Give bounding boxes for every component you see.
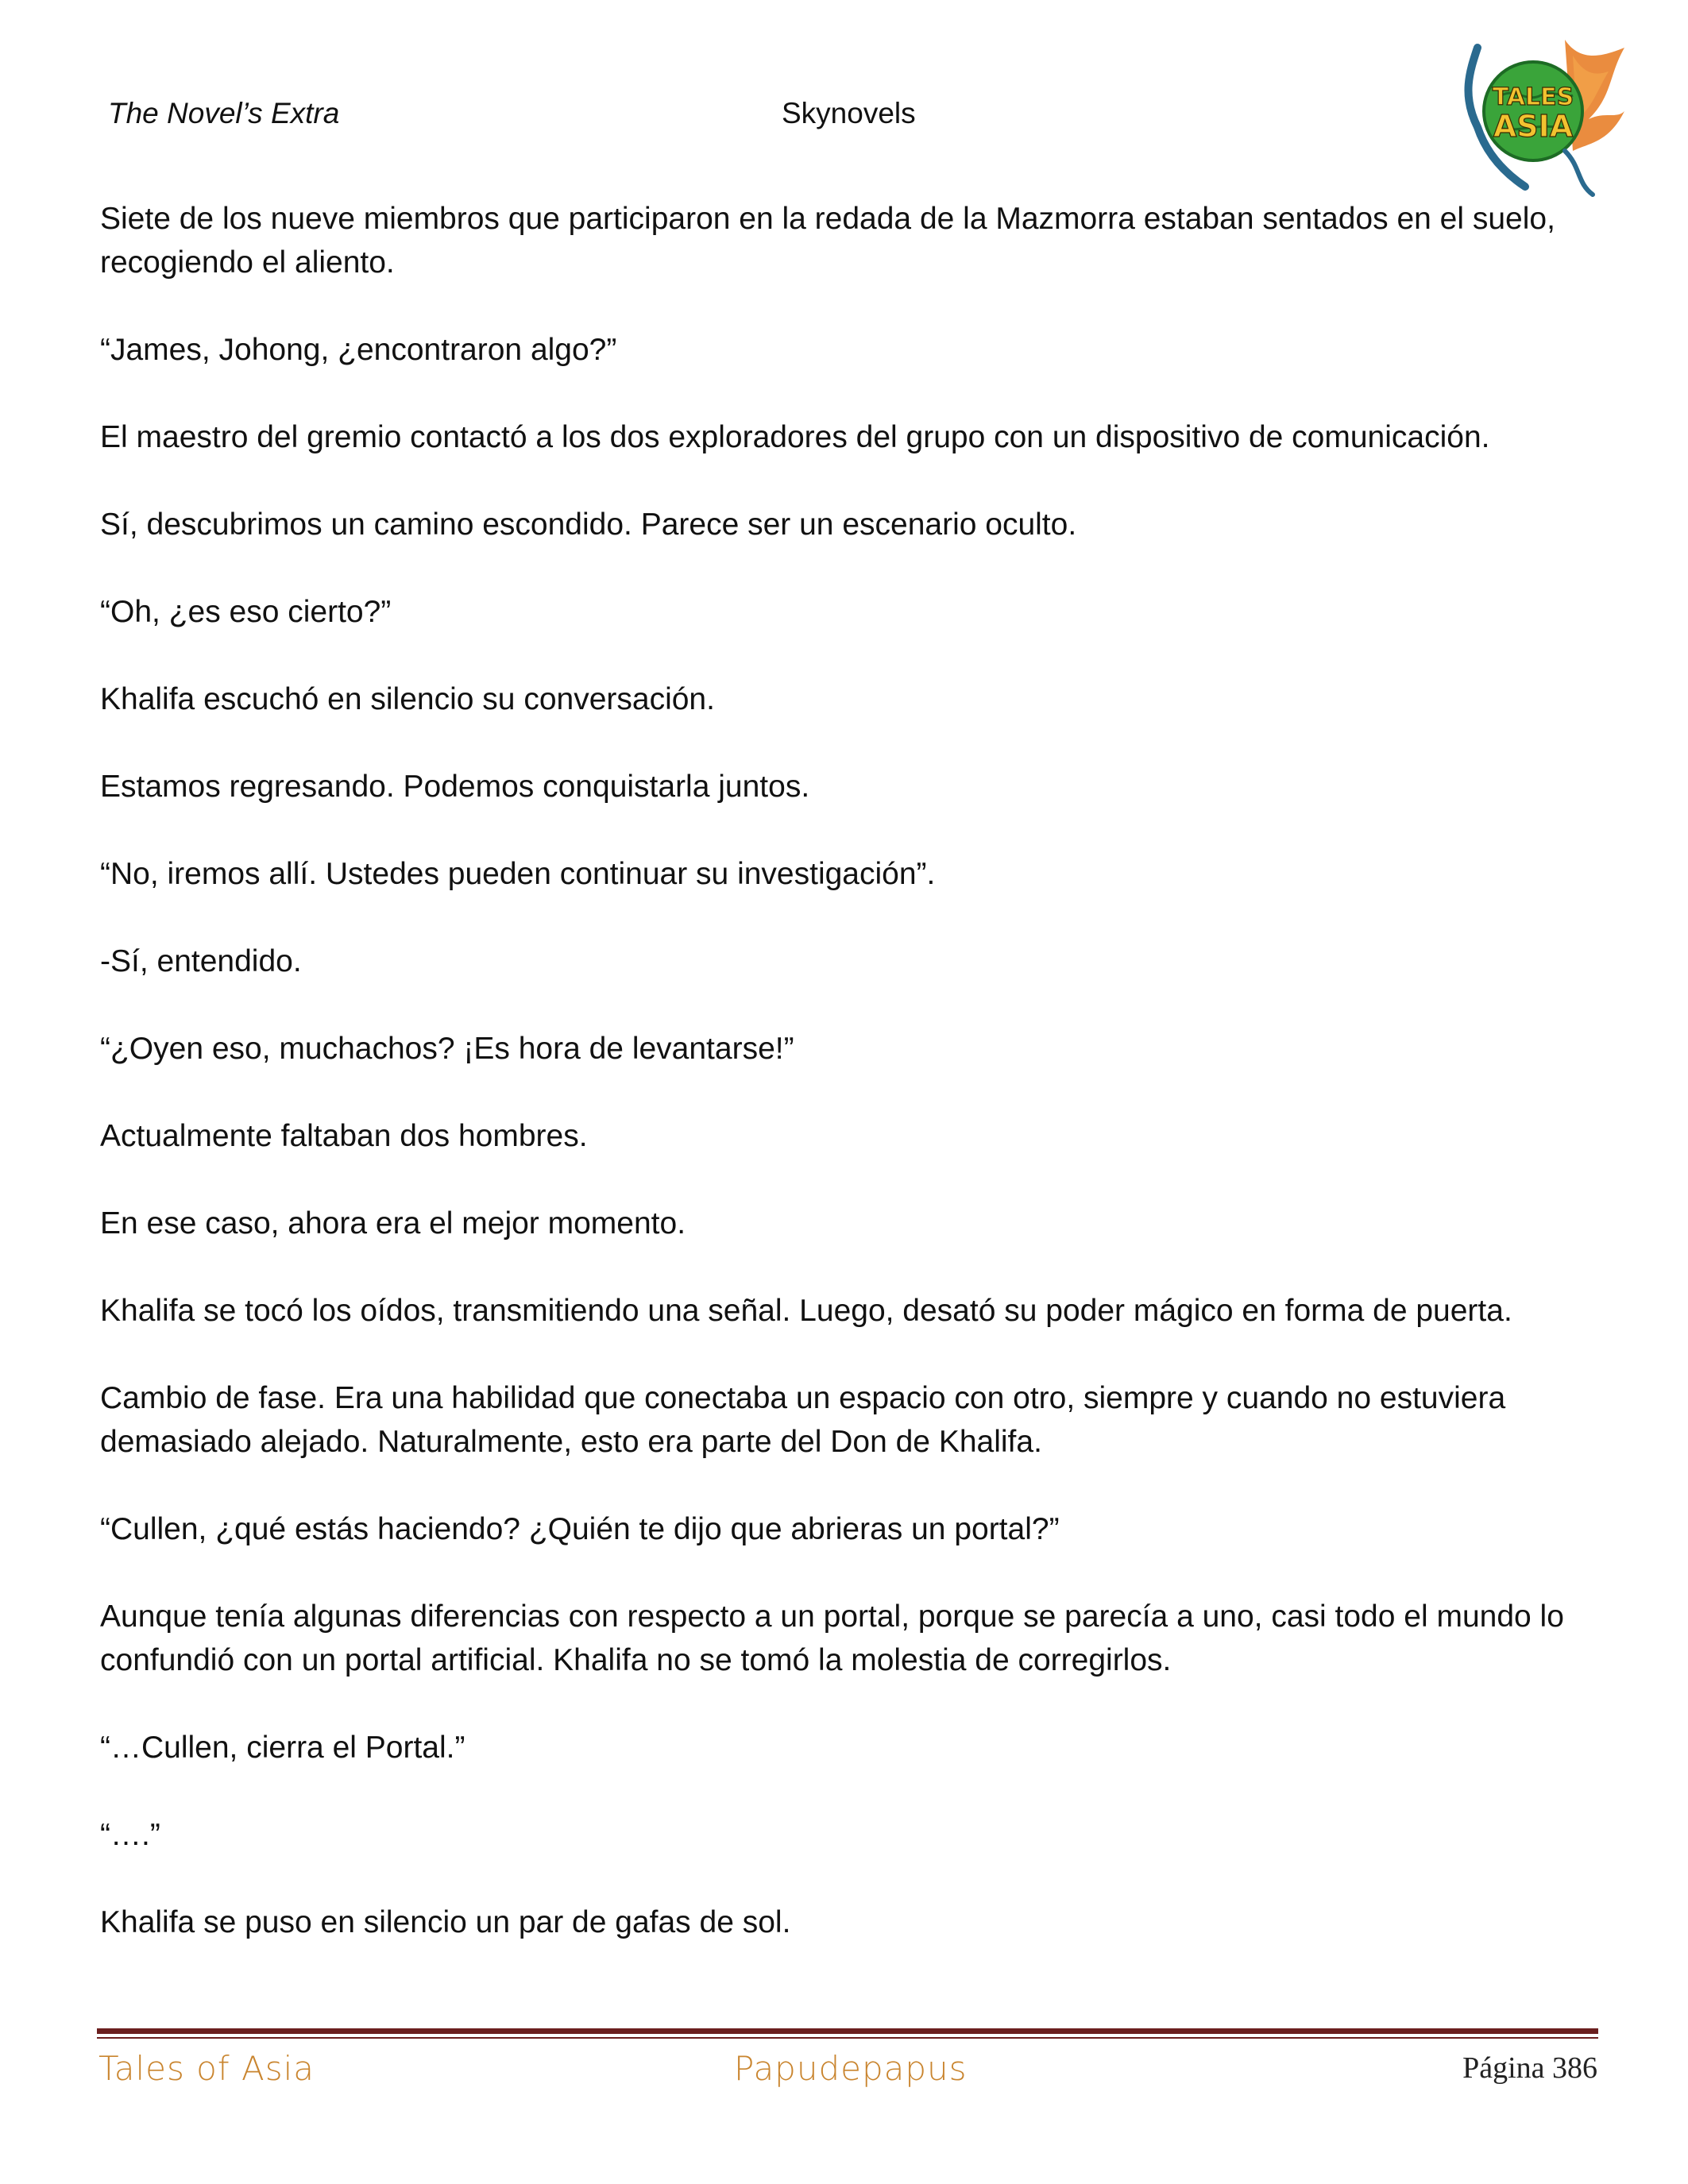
paragraph: “Oh, ¿es eso cierto?” — [100, 595, 392, 629]
paragraph: Sí, descubrimos un camino escondido. Parece ser un escenario oculto. — [100, 507, 1077, 542]
paragraph: “James, Johong, ¿encontraron algo?” — [100, 333, 617, 367]
footer-divider-thin — [97, 2037, 1598, 2039]
header-site-name: Skynovels — [782, 97, 916, 129]
paragraph: Cambio de fase. Era una habilidad que conectaba un espacio con otro, siempre y cuando no estuviera demasiado alejado. Naturalmente, esto era parte del Don de Khalifa. — [100, 1381, 1506, 1459]
paragraph: “…Cullen, cierra el Portal.” — [100, 1731, 465, 1765]
paragraph: Siete de los nueve miembros que participaron en la redada de la Mazmorra estaban sentados en el suelo, recogiendo el aliento. — [100, 202, 1555, 280]
paragraph: “No, iremos allí. Ustedes pueden continuar su investigación”. — [100, 857, 936, 891]
svg-text:TALES: TALES — [1492, 83, 1574, 111]
paragraph: Estamos regresando. Podemos conquistarla juntos. — [100, 770, 810, 804]
chapter-body — [100, 197, 1609, 1988]
paragraph: El maestro del gremio contactó a los dos exploradores del grupo con un dispositivo de comunicación. — [100, 420, 1490, 454]
footer-divider-thick — [97, 2028, 1598, 2034]
paragraph: Khalifa se tocó los oídos, transmitiendo una señal. Luego, desató su poder mágico en forma de puerta. — [100, 1294, 1512, 1328]
paragraph: Khalifa escuchó en silencio su conversación. — [100, 682, 715, 716]
page-number: Página 386 — [1462, 2051, 1597, 2085]
footer-site-label: Tales of Asia — [98, 2049, 315, 2088]
paragraph: “Cullen, ¿qué estás haciendo? ¿Quién te dijo que abrieras un portal?” — [100, 1512, 1060, 1546]
svg-text:ASIA: ASIA — [1493, 109, 1574, 144]
tales-of-asia-logo — [1446, 32, 1628, 199]
paragraph: En ese caso, ahora era el mejor momento. — [100, 1206, 686, 1241]
header-novel-title: The Novel’s Extra — [108, 97, 340, 129]
paragraph: -Sí, entendido. — [100, 944, 302, 978]
footer-translator-label: Papudepapus — [734, 2049, 968, 2088]
paragraph: “¿Oyen eso, muchachos? ¡Es hora de levantarse!” — [100, 1032, 794, 1066]
paragraph: Aunque tenía algunas diferencias con respecto a un portal, porque se parecía a uno, casi todo el mundo lo confundió con un portal artificial. Khalifa no se tomó la molestia de corregirlos. — [100, 1599, 1564, 1677]
paragraph: Khalifa se puso en silencio un par de gafas de sol. — [100, 1905, 791, 1939]
paragraph: Actualmente faltaban dos hombres. — [100, 1119, 588, 1153]
paragraph: “….” — [100, 1818, 160, 1852]
